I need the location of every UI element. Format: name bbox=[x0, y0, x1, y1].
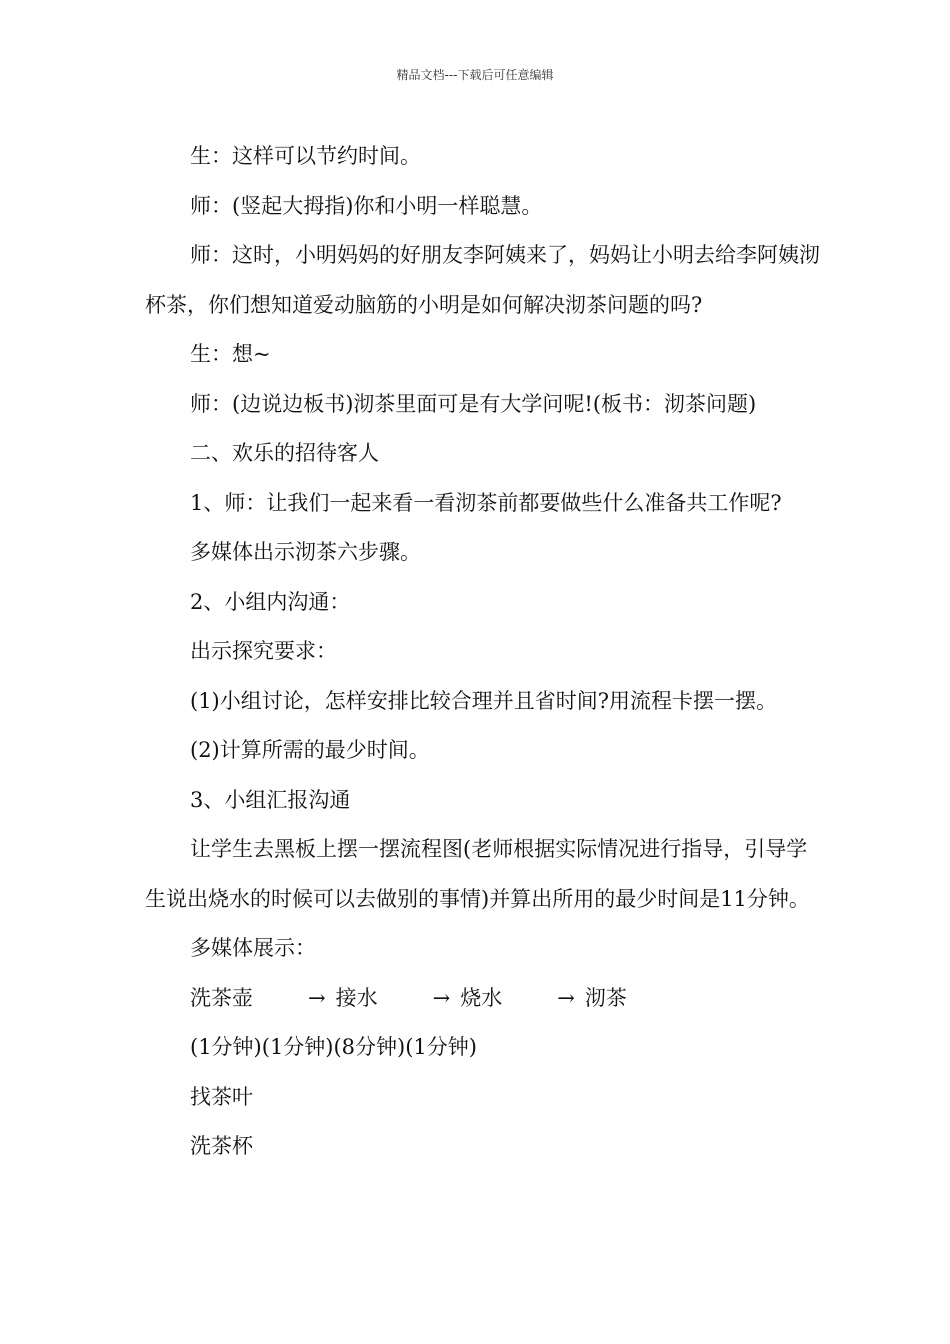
paragraph: 多媒体出示沏茶六步骤。 bbox=[190, 540, 421, 564]
flow-step: 洗茶壶 bbox=[190, 985, 253, 1010]
paragraph: 2、小组内沟通： bbox=[190, 589, 351, 614]
arrow-icon: → bbox=[432, 985, 451, 1010]
flow-step: 接水 bbox=[335, 985, 378, 1010]
arrow-icon: → bbox=[308, 985, 326, 1010]
paragraph: 多媒体展示： bbox=[190, 936, 316, 960]
paragraph: 生：这样可以节约时间。 bbox=[190, 144, 421, 168]
flow-step: 沏茶 bbox=[584, 985, 627, 1010]
flow-step: 烧水 bbox=[460, 985, 503, 1010]
paragraph: 让学生去黑板上摆一摆流程图(老师根据实际情况进行指导，引导学生说出烧水的时候可以去做别的事情)并算出所用的最少时间是11分钟。 bbox=[145, 837, 810, 911]
paragraph: 1、师：让我们一起来看一看沏茶前都要做些什么准备共工作呢? bbox=[190, 490, 782, 515]
paragraph: 出示探究要求： bbox=[190, 639, 337, 663]
paragraph: 师：(边说边板书)沏茶里面可是有大学问呢!(板书：沏茶问题) bbox=[190, 391, 757, 416]
document-body bbox=[145, 132, 825, 1172]
arrow-icon: → bbox=[557, 985, 575, 1010]
paragraph: 洗茶杯 bbox=[190, 1134, 253, 1158]
paragraph: 生：想~ bbox=[190, 342, 271, 366]
paragraph: (1)小组讨论，怎样安排比较合理并且省时间?用流程卡摆一摆。 bbox=[190, 688, 778, 713]
section-heading: 二、欢乐的招待客人 bbox=[190, 441, 379, 465]
paragraph: 师：(竖起大拇指)你和小明一样聪慧。 bbox=[190, 193, 543, 218]
paragraph: 找茶叶 bbox=[190, 1084, 253, 1109]
paragraph: 3、小组汇报沟通 bbox=[190, 787, 351, 812]
page-header: 精品文档---下载后可任意编辑 bbox=[396, 68, 554, 82]
flow-times: (1分钟)(1分钟)(8分钟)(1分钟) bbox=[190, 1035, 477, 1059]
paragraph: 师：这时，小明妈妈的好朋友李阿姨来了，妈妈让小明去给李阿姨沏杯茶，你们想知道爱动脑筋的小明是如何解决沏茶问题的吗? bbox=[145, 243, 820, 317]
flow-steps bbox=[145, 974, 825, 1024]
paragraph: (2)计算所需的最少时间。 bbox=[190, 738, 430, 762]
